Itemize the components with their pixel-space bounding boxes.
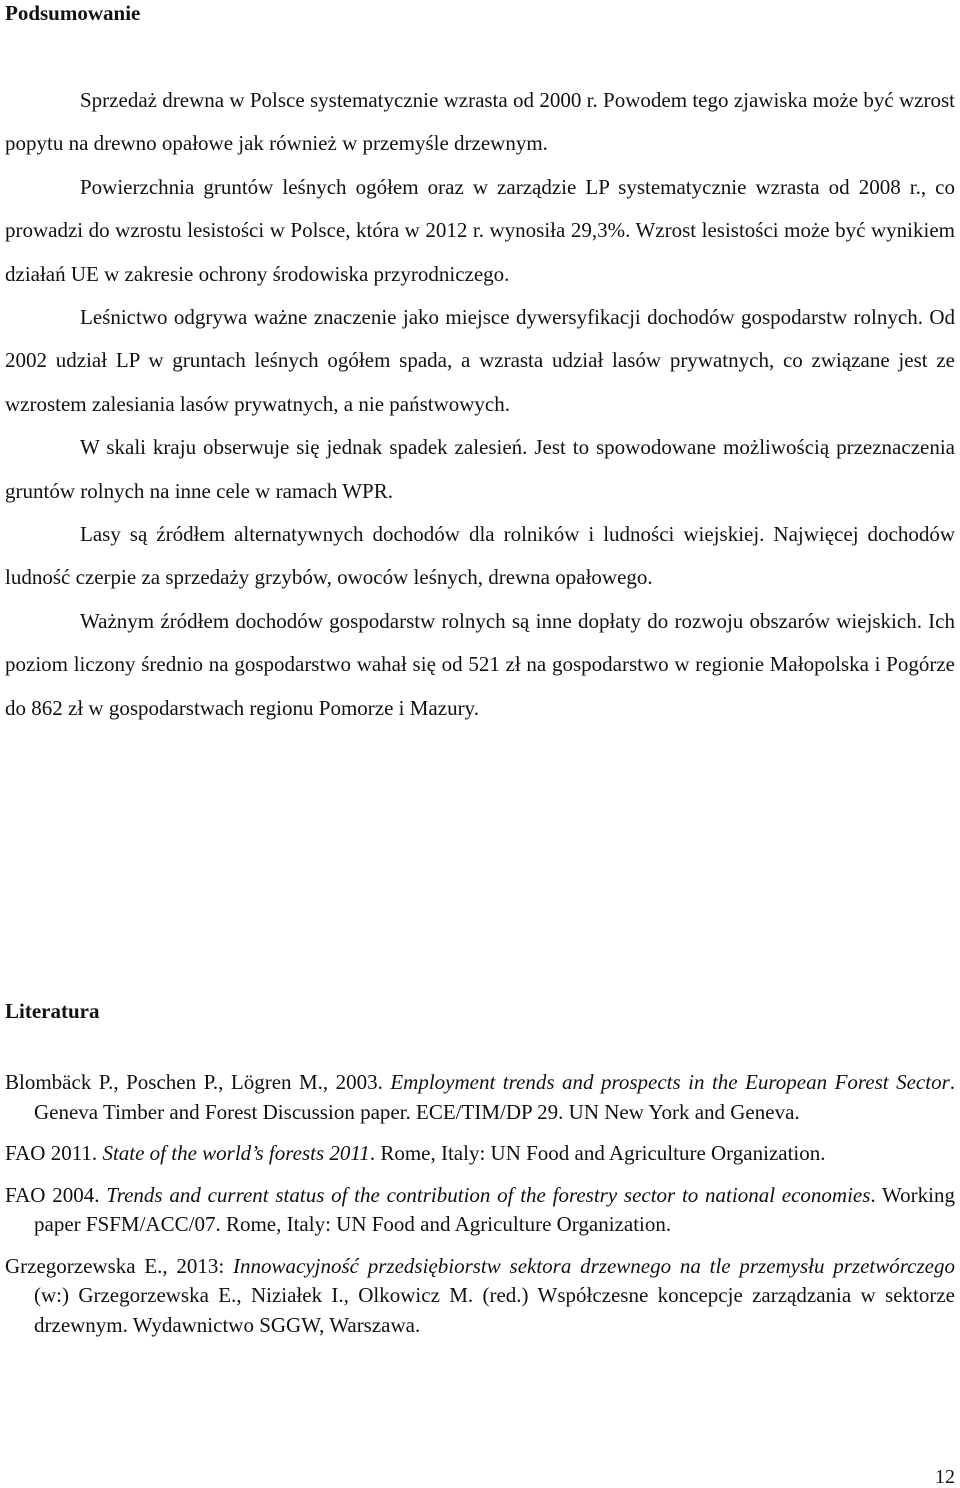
summary-paragraph-3: Leśnictwo odgrywa ważne znaczenie jako miejsce dywersyfikacji dochodów gospodarstw rolnych. Od 2002 udział LP w gruntach leśnych ogółem spada, a wzrasta udział lasów prywatnych, co związane jest ze wzrostem zalesiania lasów prywatnych, a nie państwowych. <box>5 305 955 416</box>
reference-item <box>5 1139 955 1169</box>
summary-paragraph-2: Powierzchnia gruntów leśnych ogółem oraz w zarządzie LP systematycznie wzrasta od 2008 r., co prowadzi do wzrostu lesistości w Polsce, która w 2012 r. wynosiła 29,3%. Wzrost lesistości może być wynikiem działań UE w zakresie ochrony środowiska przyrodniczego. <box>5 174 955 286</box>
reference-authors: FAO 2004. <box>5 1182 107 1207</box>
literature-heading: Literatura <box>5 999 100 1023</box>
reference-title: Innowacyjność przedsiębiorstw sektora drzewnego na tle przemysłu przetwórczego <box>233 1253 955 1278</box>
reference-details: . Rome, Italy: UN Food and Agriculture Organization. <box>369 1141 826 1165</box>
reference-item <box>5 1068 955 1127</box>
summary-paragraph-6: Ważnym źródłem dochodów gospodarstw rolnych są inne dopłaty do rozwoju obszarów wiejskich. Ich poziom liczony średnio na gospodarstwo wahał się od 521 zł na gospodarstwo w regionie Małopolska i Pogórze do 862 zł w gospodarstwach regionu Pomorze i Mazury. <box>5 608 955 720</box>
reference-title: Employment trends and prospects in the European Forest Sector <box>390 1070 950 1094</box>
summary-paragraph-4: W skali kraju obserwuje się jednak spadek zalesień. Jest to spowodowane możliwością przeznaczenia gruntów rolnych na inne cele w ramach WPR. <box>5 435 955 503</box>
reference-list <box>5 1068 955 1352</box>
section-heading: Podsumowanie <box>5 1 141 25</box>
reference-title: Trends and current status of the contribution of the forestry sector to national economies <box>106 1182 871 1207</box>
summary-paragraph-1: Sprzedaż drewna w Polsce systematycznie wzrasta od 2000 r. Powodem tego zjawiska może być wzrost popytu na drewno opałowe jak również w przemyśle drzewnym. <box>5 88 955 156</box>
reference-title: State of the world’s forests 2011 <box>102 1141 370 1165</box>
reference-details: . Working paper FSFM/ACC/07. Rome, Italy: UN Food and Agriculture Organization. <box>34 1182 955 1236</box>
page-number: 12 <box>935 1466 955 1488</box>
summary-paragraph-5: Lasy są źródłem alternatywnych dochodów dla rolników i ludności wiejskiej. Najwięcej dochodów ludność czerpie za sprzedaży grzybów, owoców leśnych, drewna opałowego. <box>5 522 955 590</box>
reference-authors: FAO 2011. <box>5 1141 103 1165</box>
reference-item <box>5 1252 955 1341</box>
reference-authors: Grzegorzewska E., 2013: <box>5 1253 234 1278</box>
summary-body <box>5 79 955 730</box>
reference-details: . Geneva Timber and Forest Discussion paper. ECE/TIM/DP 29. UN New York and Geneva. <box>34 1070 955 1124</box>
reference-details: (w:) Grzegorzewska E., Niziałek I., Olkowicz M. (red.) Współczesne koncepcje zarządzania w sektorze drzewnym. Wydawnictwo SGGW, Warszawa. <box>34 1283 955 1337</box>
reference-item <box>5 1181 955 1240</box>
reference-authors: Blombäck P., Poschen P., Lögren M., 2003. <box>5 1070 391 1094</box>
